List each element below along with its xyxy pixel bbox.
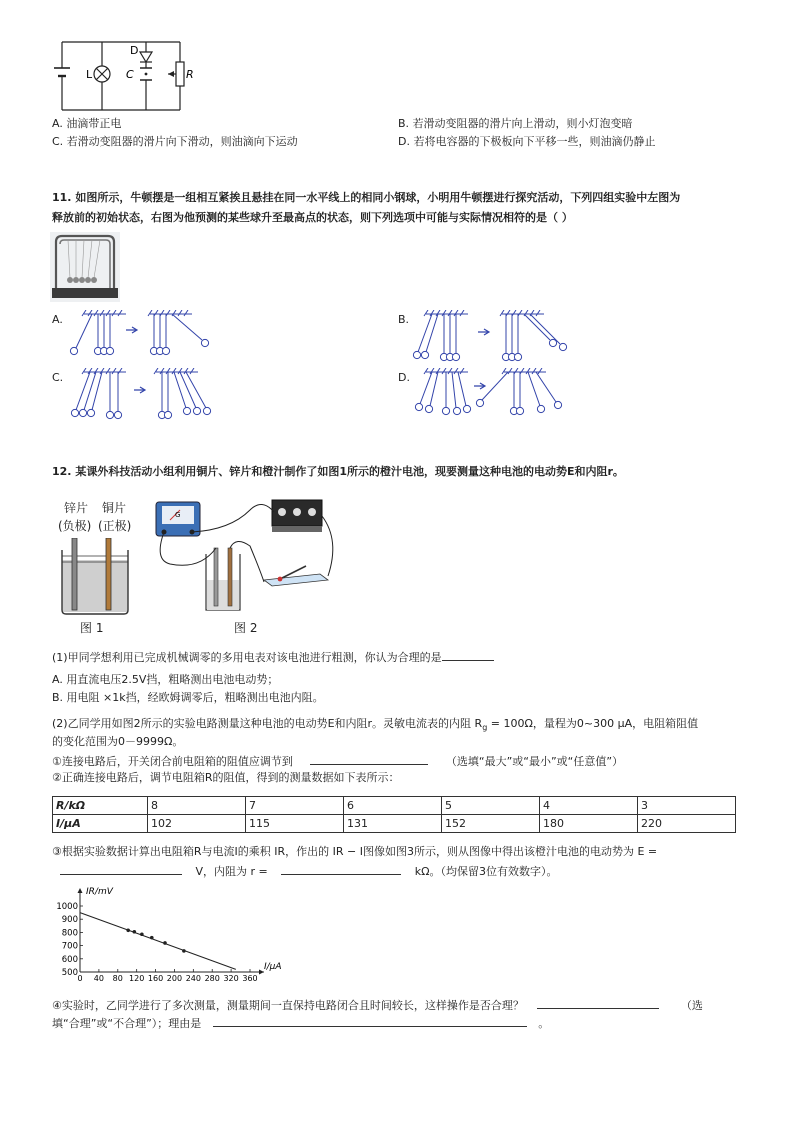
capacitor-label: C: [126, 68, 134, 81]
table-cell: 220: [638, 815, 736, 833]
table-header-i: I/μA: [53, 815, 148, 833]
y-axis-label: IR/mV: [86, 887, 113, 897]
q12-sub3-emf-blank[interactable]: [60, 862, 182, 875]
table-header-r: R/kΩ: [53, 797, 148, 815]
x-tick-label: 200: [166, 974, 183, 983]
q12-sub4-reason-blank[interactable]: [213, 1014, 527, 1027]
q12-sub4-text: ④实验时，乙同学进行了多次测量，测量期间一直保持电路闭合且时间较长，这样操作是否合理？: [52, 999, 524, 1012]
x-tick-label: 80: [112, 974, 123, 983]
q12-sub2: ②正确连接电路后，调节电阻箱R的阻值，得到的测量数据如下表所示：: [52, 771, 400, 784]
table-cell: 5: [442, 797, 540, 815]
q11-option-d-figure: [410, 368, 580, 423]
table-cell: 6: [344, 797, 442, 815]
ir-i-chart: [46, 884, 296, 984]
fig1-copper-label: 铜片: [102, 501, 127, 515]
resistor-label: R: [186, 68, 194, 81]
x-tick-label: 360: [242, 974, 258, 983]
data-point: [150, 936, 154, 940]
q12-part1-option-a: A. 用直流电压2.5V挡，粗略测出电池电动势；: [52, 673, 279, 686]
table-cell: 152: [442, 815, 540, 833]
x-tick-label: 240: [185, 974, 201, 983]
fig2-caption: 图 2: [234, 621, 258, 635]
q12-sub4-choice-blank[interactable]: [537, 996, 659, 1009]
q11-option-c-label: C.: [52, 371, 64, 384]
table-row-i: [53, 815, 736, 833]
q12-sub4-line2: [52, 1014, 549, 1032]
q11-stem-line1: 11. 如图所示，牛顿摆是一组相互紧挨且悬挂在同一水平线上的相同小钢球，小明用牛顿摆进行探究活动，下列四组实验中左图为: [52, 191, 681, 204]
x-tick-label: 160: [147, 974, 164, 983]
q12-data-table: [52, 796, 736, 833]
data-point: [182, 949, 186, 953]
q12-sub1-text: ①连接电路后，开关闭合前电阻箱的阻值应调节到: [52, 755, 293, 768]
q12-sub1-answer-blank[interactable]: [310, 752, 428, 765]
y-tick-label: 700: [61, 941, 78, 952]
q11-stem-line2: 释放前的初始状态，右图为他预测的某些球升至最高点的状态，则下列选项中可能与实际情况相符的是（ ）: [52, 211, 573, 224]
newtons-cradle-photo: [50, 232, 120, 302]
x-tick-label: 280: [204, 974, 220, 983]
x-tick-label: 0: [77, 974, 83, 983]
q12-part2-text: (2)乙同学用如图2所示的实验电路测量这种电池的电动势E和内阻r。灵敏电流表的内阻 R: [52, 717, 483, 730]
q10-circuit-diagram: [50, 36, 200, 116]
q12-sub3-v: V，内阻为 r =: [195, 865, 268, 878]
data-point: [126, 928, 130, 932]
q12-sub3-line1: ③根据实验数据计算出电阻箱R与电流I的乘积 IR，作出的 IR − I图像如图3所示，则从图像中得出该橙汁电池的电动势为 E =: [52, 845, 658, 858]
galvanometer-g-label: G: [175, 511, 181, 519]
x-tick-label: 120: [129, 974, 145, 983]
x-axis-label: I/μA: [264, 962, 282, 972]
q10-option-d: D. 若将电容器的下极板向下平移一些，则油滴仍静止: [398, 135, 656, 148]
q12-part2-line2: 的变化范围为0－9999Ω。: [52, 735, 184, 748]
q12-part1-answer-blank[interactable]: [442, 648, 494, 661]
fig2-experiment-setup: [150, 490, 350, 614]
table-cell: 7: [246, 797, 344, 815]
q12-part2-rg-val: = 100Ω，量程为0~300 μA，电阻箱阻值: [487, 717, 699, 730]
q12-part1: [52, 648, 494, 666]
q11-option-a-label: A.: [52, 313, 63, 326]
q10-option-b: B. 若滑动变阻器的滑片向上滑动，则小灯泡变暗: [398, 117, 633, 130]
table-cell: 3: [638, 797, 736, 815]
q12-sub3-line2: [60, 862, 558, 880]
q12-sub1: [52, 752, 623, 770]
q11-option-b-label: B.: [398, 313, 410, 326]
x-tick-label: 320: [223, 974, 239, 983]
table-cell: 8: [148, 797, 246, 815]
q12-sub4-end: 。: [538, 1017, 550, 1030]
y-tick-label: 900: [61, 915, 78, 926]
fig1-neg-label: (负极): [58, 519, 92, 533]
q12-sub3-r-blank[interactable]: [281, 862, 401, 875]
q12-part2-rg-sub: g: [482, 723, 488, 733]
q12-sub4-text2: 填“合理”或“不合理”）；理由是: [52, 1017, 202, 1030]
q12-sub3-kohm: kΩ。（均保留3位有效数字）。: [414, 865, 558, 878]
y-tick-label: 500: [61, 968, 78, 978]
table-row-r: [53, 797, 736, 815]
y-tick-label: 600: [61, 954, 78, 965]
y-axis-arrow: [78, 888, 83, 893]
data-point: [133, 930, 137, 934]
q12-sub4-line1: [52, 996, 703, 1014]
table-cell: 115: [246, 815, 344, 833]
fit-line: [80, 913, 236, 970]
q11-option-a-figure: [64, 310, 224, 360]
fig1-pos-label: (正极): [98, 519, 132, 533]
table-cell: 131: [344, 815, 442, 833]
q12-sub1-choice: （选填“最大”或“最小”或“任意值”）: [445, 755, 624, 768]
lamp-label: L: [86, 68, 93, 81]
y-tick-label: 800: [61, 928, 78, 939]
q12-sub4-choice: （选: [680, 999, 703, 1012]
q10-option-c: C. 若滑动变阻器的滑片向下滑动，则油滴向下运动: [52, 135, 298, 148]
fig1-orange-battery: [58, 538, 132, 616]
table-cell: 180: [540, 815, 638, 833]
fig1-caption: 图 1: [80, 621, 104, 635]
q11-option-d-label: D.: [398, 371, 410, 384]
q11-option-b-figure: [410, 310, 580, 365]
q12-part1-text: (1)甲同学想利用已完成机械调零的多用电表对该电池进行粗测，你认为合理的是: [52, 651, 442, 664]
diode-label: D: [130, 44, 139, 57]
fig1-zinc-label: 锌片: [64, 501, 89, 515]
data-point: [163, 941, 167, 945]
q11-option-c-figure: [64, 368, 224, 423]
table-cell: 4: [540, 797, 638, 815]
y-tick-label: 1000: [56, 902, 78, 912]
x-tick-label: 40: [93, 974, 104, 983]
q12-part1-option-b: B. 用电阻 ×1k挡，经欧姆调零后，粗略测出电池内阻。: [52, 691, 324, 704]
q12-stem: 12. 某课外科技活动小组利用铜片、锌片和橙汁制作了如图1所示的橙汁电池，现要测量这种电池的电动势E和内阻r。: [52, 465, 624, 478]
table-cell: 102: [148, 815, 246, 833]
q10-option-a: A. 油滴带正电: [52, 117, 122, 130]
data-point: [140, 932, 144, 936]
